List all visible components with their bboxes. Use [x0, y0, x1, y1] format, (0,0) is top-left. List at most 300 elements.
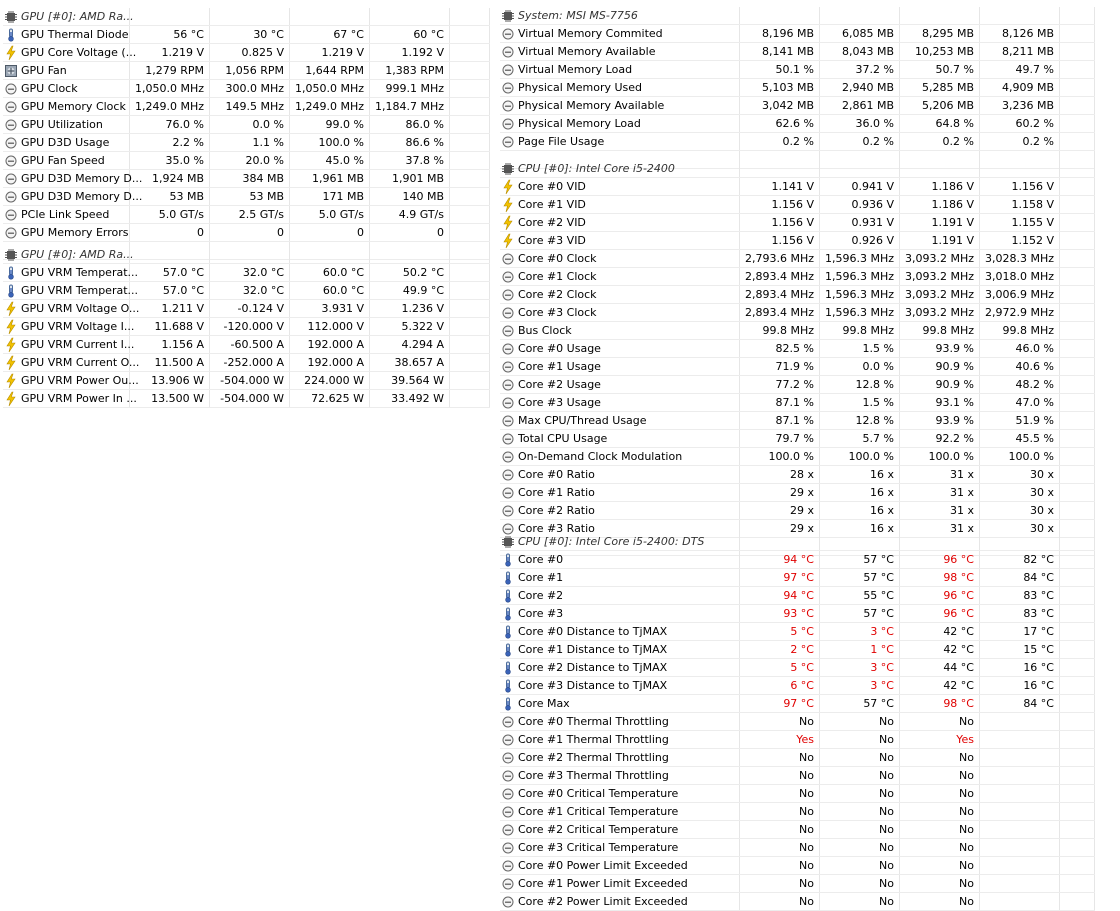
empty-cell [210, 8, 290, 25]
sensor-label: GPU VRM Temperat... [21, 284, 139, 297]
empty-cell [1060, 268, 1095, 285]
sensor-label: Core #0 Critical Temperature [518, 787, 679, 800]
empty-cell [1060, 695, 1095, 712]
sensor-row[interactable] [500, 641, 1095, 659]
sensor-name-cell [500, 695, 740, 712]
average-value: 1,383 RPM [370, 62, 450, 79]
gauge-icon [502, 733, 514, 747]
sensor-name-cell [500, 641, 740, 658]
empty-cell [1060, 358, 1095, 375]
current-value: 6 °C [740, 677, 820, 694]
chip-icon [502, 9, 514, 23]
min-value: 12.8 % [820, 376, 900, 393]
sensor-row[interactable] [500, 61, 1095, 79]
average-value [980, 731, 1060, 748]
min-value: 0 [210, 224, 290, 241]
average-value: 51.9 % [980, 412, 1060, 429]
sensor-name-cell [500, 551, 740, 568]
sensor-row[interactable] [500, 394, 1095, 412]
max-value: No [900, 785, 980, 802]
average-value [980, 767, 1060, 784]
sensor-label: Core #2 Thermal Throttling [518, 751, 669, 764]
empty-cell [450, 282, 490, 299]
sensor-row[interactable] [3, 372, 490, 390]
thermometer-icon [502, 679, 514, 693]
sensor-row[interactable] [500, 569, 1095, 587]
max-value: No [900, 893, 980, 910]
empty-cell [1060, 484, 1095, 501]
current-value: 2,793.6 MHz [740, 250, 820, 267]
sensor-row[interactable] [500, 803, 1095, 821]
min-value: -252.000 A [210, 354, 290, 371]
max-value: 112.000 V [290, 318, 370, 335]
empty-cell [1060, 623, 1095, 640]
empty-cell [1060, 115, 1095, 132]
sensor-row[interactable] [3, 224, 490, 242]
thermometer-icon [502, 697, 514, 711]
sensor-row[interactable] [500, 767, 1095, 785]
average-value: 84 °C [980, 569, 1060, 586]
sensor-row[interactable] [500, 605, 1095, 623]
sensor-label: Page File Usage [518, 135, 605, 148]
sensor-row[interactable] [500, 502, 1095, 520]
min-value: 1,596.3 MHz [820, 268, 900, 285]
sensor-row[interactable] [3, 80, 490, 98]
sensor-name-cell [500, 304, 740, 321]
current-value: 5,103 MB [740, 79, 820, 96]
sensor-label: Core #3 VID [518, 234, 586, 247]
max-value: No [900, 713, 980, 730]
empty-cell [1060, 61, 1095, 78]
sensor-label: Core #2 VID [518, 216, 586, 229]
average-value: 49.7 % [980, 61, 1060, 78]
empty-cell [450, 264, 490, 281]
current-value: 57.0 °C [130, 264, 210, 281]
average-value: 37.8 % [370, 152, 450, 169]
thermometer-icon [502, 571, 514, 585]
min-value: 0.825 V [210, 44, 290, 61]
sensor-row[interactable] [3, 336, 490, 354]
thermometer-icon [502, 589, 514, 603]
sensor-label: Core #1 Thermal Throttling [518, 733, 669, 746]
sensor-row[interactable] [500, 659, 1095, 677]
lightning-icon [502, 180, 514, 194]
empty-cell [1060, 893, 1095, 910]
min-value: 30 °C [210, 26, 290, 43]
empty-cell [1060, 160, 1095, 177]
sensor-row[interactable] [500, 115, 1095, 133]
sensor-label: Core #1 Power Limit Exceeded [518, 877, 688, 890]
sensor-label: GPU D3D Memory D... [21, 190, 143, 203]
system-sensor-table [500, 7, 1095, 169]
max-value: 42 °C [900, 623, 980, 640]
empty-cell [1060, 569, 1095, 586]
sensor-label: Physical Memory Load [518, 117, 641, 130]
max-value: 99.0 % [290, 116, 370, 133]
min-value: 3 °C [820, 659, 900, 676]
gauge-icon [502, 504, 514, 518]
sensor-row[interactable] [3, 354, 490, 372]
average-value: 1,184.7 MHz [370, 98, 450, 115]
sensor-row[interactable] [3, 206, 490, 224]
min-value: 37.2 % [820, 61, 900, 78]
current-value: 1.156 V [740, 196, 820, 213]
min-value: 300.0 MHz [210, 80, 290, 97]
sensor-name-cell [500, 587, 740, 604]
current-value: Yes [740, 731, 820, 748]
lightning-icon [5, 46, 17, 60]
max-value: 50.7 % [900, 61, 980, 78]
gauge-icon [502, 468, 514, 482]
sensor-row[interactable] [3, 98, 490, 116]
gauge-icon [502, 378, 514, 392]
section-header-row[interactable] [500, 160, 1095, 178]
average-value: 50.2 °C [370, 264, 450, 281]
current-value: 87.1 % [740, 394, 820, 411]
empty-cell [900, 7, 980, 24]
sensor-label: Core #0 Usage [518, 342, 601, 355]
sensor-row[interactable] [500, 695, 1095, 713]
sensor-row[interactable] [500, 322, 1095, 340]
sensor-row[interactable] [500, 587, 1095, 605]
sensor-row[interactable] [500, 875, 1095, 893]
sensor-label: Core #3 Critical Temperature [518, 841, 679, 854]
current-value: 35.0 % [130, 152, 210, 169]
min-value: 36.0 % [820, 115, 900, 132]
empty-cell [1060, 340, 1095, 357]
sensor-row[interactable] [3, 134, 490, 152]
empty-cell [980, 533, 1060, 550]
current-value: 94 °C [740, 587, 820, 604]
section-header-row[interactable] [500, 7, 1095, 25]
current-value: 71.9 % [740, 358, 820, 375]
sensor-row[interactable] [500, 430, 1095, 448]
empty-cell [450, 134, 490, 151]
empty-cell [1060, 641, 1095, 658]
sensor-row[interactable] [3, 300, 490, 318]
current-value: 1.156 A [130, 336, 210, 353]
sensor-name-cell [3, 300, 140, 317]
sensor-row[interactable] [500, 214, 1095, 232]
empty-cell [820, 533, 900, 550]
sensor-name-cell [3, 390, 137, 407]
sensor-row[interactable] [500, 785, 1095, 803]
average-value: 1.192 V [370, 44, 450, 61]
gpu-sensor-table [3, 8, 490, 260]
empty-cell [1060, 25, 1095, 42]
min-value: 55 °C [820, 587, 900, 604]
sensor-row[interactable] [500, 79, 1095, 97]
sensor-label: Core #0 Power Limit Exceeded [518, 859, 688, 872]
max-value: 0 [290, 224, 370, 241]
sensor-row[interactable] [500, 286, 1095, 304]
gauge-icon [502, 396, 514, 410]
gauge-icon [5, 100, 17, 114]
empty-cell [290, 246, 370, 263]
empty-cell [130, 246, 210, 263]
min-value: 0.931 V [820, 214, 900, 231]
current-value: 0 [130, 224, 210, 241]
sensor-row[interactable] [500, 376, 1095, 394]
max-value: 8,295 MB [900, 25, 980, 42]
sensor-name-cell [500, 133, 740, 150]
max-value: 3.931 V [290, 300, 370, 317]
average-value: 30 x [980, 466, 1060, 483]
empty-cell [130, 8, 210, 25]
section-title: CPU [#0]: Intel Core i5-2400 [518, 162, 675, 175]
min-value: 1,056 RPM [210, 62, 290, 79]
empty-cell [1060, 7, 1095, 24]
gauge-icon [502, 63, 514, 77]
min-value: 16 x [820, 520, 900, 537]
current-value: No [740, 821, 820, 838]
sensor-name-cell [500, 322, 740, 339]
sensor-label: Core #2 [518, 589, 564, 602]
sensor-name-cell [500, 569, 740, 586]
sensor-label: GPU Memory Clock [21, 100, 126, 113]
sensor-name-cell [3, 206, 130, 223]
empty-cell [450, 224, 490, 241]
min-value: 12.8 % [820, 412, 900, 429]
min-value: 16 x [820, 466, 900, 483]
sensor-label: GPU VRM Power In ... [21, 392, 137, 405]
max-value: 10,253 MB [900, 43, 980, 60]
sensor-label: Core #1 Clock [518, 270, 597, 283]
empty-cell [1060, 551, 1095, 568]
empty-cell [370, 8, 450, 25]
max-value: 99.8 MHz [900, 322, 980, 339]
empty-cell [1060, 587, 1095, 604]
gauge-icon [5, 136, 17, 150]
max-value: No [900, 875, 980, 892]
empty-cell [1060, 803, 1095, 820]
sensor-row[interactable] [500, 839, 1095, 857]
average-value: 3,236 MB [980, 97, 1060, 114]
sensor-row[interactable] [3, 188, 490, 206]
sensor-label: Virtual Memory Load [518, 63, 633, 76]
sensor-row[interactable] [500, 623, 1095, 641]
sensor-row[interactable] [500, 358, 1095, 376]
sensor-row[interactable] [500, 448, 1095, 466]
max-value: Yes [900, 731, 980, 748]
sensor-row[interactable] [500, 466, 1095, 484]
gauge-icon [5, 208, 17, 222]
current-value: No [740, 839, 820, 856]
sensor-row[interactable] [500, 551, 1095, 569]
sensor-name-cell [500, 214, 740, 231]
sensor-label: GPU Fan [21, 64, 67, 77]
empty-cell [1060, 767, 1095, 784]
sensor-row[interactable] [3, 152, 490, 170]
sensor-row[interactable] [500, 340, 1095, 358]
sensor-row[interactable] [500, 232, 1095, 250]
sensor-label: GPU Clock [21, 82, 78, 95]
section-header-row[interactable] [500, 533, 1095, 551]
max-value: 64.8 % [900, 115, 980, 132]
empty-cell [450, 80, 490, 97]
sensor-row[interactable] [500, 250, 1095, 268]
sensor-name-cell [500, 61, 740, 78]
average-value: 48.2 % [980, 376, 1060, 393]
empty-cell [1060, 304, 1095, 321]
max-value: 171 MB [290, 188, 370, 205]
min-value: 3 °C [820, 623, 900, 640]
sensor-label: Core #1 Usage [518, 360, 601, 373]
min-value: No [820, 857, 900, 874]
sensor-label: GPU Utilization [21, 118, 103, 131]
sensor-row[interactable] [3, 264, 490, 282]
max-value: No [900, 821, 980, 838]
sensor-label: Core #1 Distance to TjMAX [518, 643, 668, 656]
sensor-name-cell [500, 821, 740, 838]
min-value: No [820, 821, 900, 838]
sensor-label: Core #1 VID [518, 198, 586, 211]
max-value: 1,050.0 MHz [290, 80, 370, 97]
sensor-row[interactable] [500, 893, 1095, 911]
min-value: No [820, 839, 900, 856]
average-value: 3,006.9 MHz [980, 286, 1060, 303]
sensor-row[interactable] [500, 43, 1095, 61]
sensor-row[interactable] [500, 97, 1095, 115]
average-value [980, 893, 1060, 910]
empty-cell [820, 160, 900, 177]
sensor-row[interactable] [500, 304, 1095, 322]
sensor-name-cell [500, 115, 740, 132]
current-value: 2,893.4 MHz [740, 268, 820, 285]
sensor-name-cell [3, 282, 139, 299]
average-value: 99.8 MHz [980, 322, 1060, 339]
gauge-icon [502, 751, 514, 765]
max-value: 1.191 V [900, 214, 980, 231]
sensor-row[interactable] [500, 821, 1095, 839]
empty-cell [1060, 659, 1095, 676]
sensor-label: PCIe Link Speed [21, 208, 110, 221]
empty-cell [1060, 821, 1095, 838]
sensor-label: Core #2 Distance to TjMAX [518, 661, 668, 674]
empty-cell [1060, 214, 1095, 231]
gauge-icon [5, 226, 17, 240]
empty-cell [820, 7, 900, 24]
gauge-icon [502, 117, 514, 131]
gpu-vrm-sensor-table [3, 246, 490, 408]
sensor-row[interactable] [500, 178, 1095, 196]
sensor-label: Core #3 [518, 607, 564, 620]
sensor-row[interactable] [500, 484, 1095, 502]
lightning-icon [5, 356, 17, 370]
sensor-name-cell [3, 188, 143, 205]
min-value: -60.500 A [210, 336, 290, 353]
thermometer-icon [502, 625, 514, 639]
sensor-row[interactable] [500, 25, 1095, 43]
sensor-row[interactable] [500, 677, 1095, 695]
average-value: 100.0 % [980, 448, 1060, 465]
sensor-name-cell [500, 502, 740, 519]
sensor-name-cell [500, 79, 740, 96]
average-value: 86.6 % [370, 134, 450, 151]
sensor-name-cell [3, 318, 135, 335]
gauge-icon [502, 135, 514, 149]
max-value: 3,093.2 MHz [900, 286, 980, 303]
sensor-row[interactable] [3, 44, 490, 62]
sensor-row[interactable] [3, 26, 490, 44]
thermometer-icon [5, 266, 17, 280]
average-value: 49.9 °C [370, 282, 450, 299]
min-value: 8,043 MB [820, 43, 900, 60]
min-value: 0.926 V [820, 232, 900, 249]
sensor-name-cell [500, 767, 740, 784]
gauge-icon [502, 769, 514, 783]
sensor-row[interactable] [3, 390, 490, 408]
average-value: 83 °C [980, 605, 1060, 622]
empty-cell [1060, 749, 1095, 766]
sensor-row[interactable] [500, 268, 1095, 286]
sensor-row[interactable] [500, 749, 1095, 767]
section-header [500, 533, 740, 550]
sensor-row[interactable] [3, 282, 490, 300]
section-header-row[interactable] [3, 246, 490, 264]
min-value: 57 °C [820, 695, 900, 712]
sensor-row[interactable] [500, 731, 1095, 749]
average-value: 0 [370, 224, 450, 241]
gauge-icon [502, 252, 514, 266]
max-value: 1,249.0 MHz [290, 98, 370, 115]
sensor-row[interactable] [3, 318, 490, 336]
empty-cell [450, 372, 490, 389]
empty-cell [450, 318, 490, 335]
sensor-row[interactable] [500, 857, 1095, 875]
average-value: 16 °C [980, 677, 1060, 694]
sensor-row[interactable] [3, 116, 490, 134]
sensor-name-cell [500, 857, 740, 874]
min-value: -504.000 W [210, 390, 290, 407]
min-value: 57 °C [820, 605, 900, 622]
sensor-name-cell [500, 605, 740, 622]
min-value: No [820, 785, 900, 802]
sensor-row[interactable] [3, 62, 490, 80]
max-value: 31 x [900, 484, 980, 501]
max-value: 90.9 % [900, 376, 980, 393]
sensor-label: Core #1 Critical Temperature [518, 805, 679, 818]
sensor-label: Max CPU/Thread Usage [518, 414, 647, 427]
gauge-icon [502, 895, 514, 909]
gauge-icon [502, 859, 514, 873]
min-value: 0.2 % [820, 133, 900, 150]
sensor-row[interactable] [3, 170, 490, 188]
sensor-row[interactable] [500, 713, 1095, 731]
current-value: 76.0 % [130, 116, 210, 133]
max-value: 60.0 °C [290, 264, 370, 281]
section-header-row[interactable] [3, 8, 490, 26]
gauge-icon [502, 715, 514, 729]
gauge-icon [502, 841, 514, 855]
max-value: 42 °C [900, 677, 980, 694]
max-value: 192.000 A [290, 336, 370, 353]
current-value: 99.8 MHz [740, 322, 820, 339]
current-value: 53 MB [130, 188, 210, 205]
lightning-icon [502, 216, 514, 230]
sensor-row[interactable] [500, 196, 1095, 214]
max-value: 5.0 GT/s [290, 206, 370, 223]
current-value: 82.5 % [740, 340, 820, 357]
sensor-row[interactable] [500, 412, 1095, 430]
sensor-row[interactable] [500, 133, 1095, 151]
max-value: 224.000 W [290, 372, 370, 389]
gauge-icon [5, 190, 17, 204]
min-value: 2,940 MB [820, 79, 900, 96]
average-value: 33.492 W [370, 390, 450, 407]
min-value: No [820, 731, 900, 748]
max-value: 60.0 °C [290, 282, 370, 299]
